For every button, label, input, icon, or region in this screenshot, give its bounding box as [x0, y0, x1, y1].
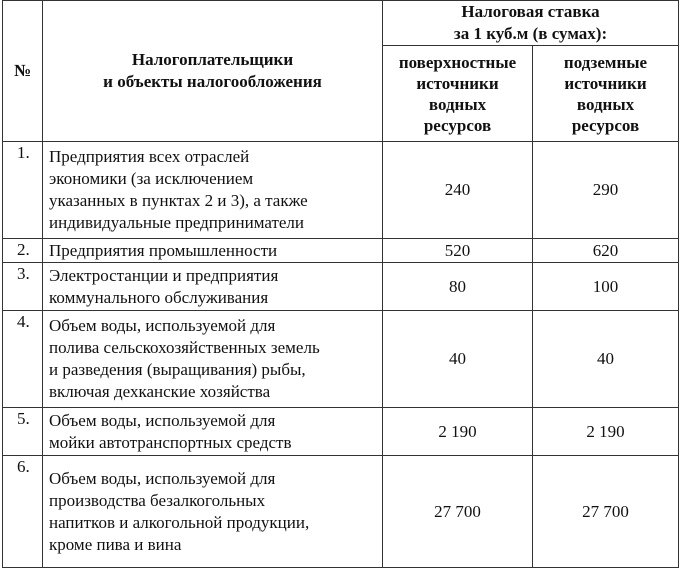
rate-underground: 40 — [533, 311, 679, 408]
row-description-line: экономики (за исключением — [49, 169, 254, 188]
header-surface-line: источники — [416, 73, 499, 93]
tax-rate-table — [2, 0, 679, 568]
row-number: 2. — [3, 239, 43, 263]
header-row-top — [3, 1, 679, 46]
row-description — [43, 142, 383, 239]
row-description — [43, 263, 383, 311]
table-row — [3, 239, 679, 263]
row-description-line: мойки автотранспортных средств — [49, 432, 292, 452]
header-underground-line: ресурсов — [571, 115, 640, 135]
row-number: 6. — [3, 456, 43, 568]
row-description — [43, 456, 383, 568]
row-description-line: Объем воды, используемой для — [49, 316, 276, 335]
row-description-line: Объем воды, используемой для — [49, 410, 276, 430]
table-row — [3, 456, 679, 568]
rate-surface: 40 — [383, 311, 533, 408]
rate-underground: 2 190 — [533, 408, 679, 456]
rate-surface: 520 — [383, 239, 533, 263]
row-description-line: Электростанции и предприятия — [49, 265, 279, 285]
row-description — [43, 311, 383, 408]
header-payers-line: и объекты налогообложения — [103, 72, 322, 91]
row-description-line: Объем воды, используемой для — [49, 468, 276, 488]
table-row — [3, 142, 679, 239]
rate-surface: 240 — [383, 142, 533, 239]
rate-underground: 100 — [533, 263, 679, 311]
rate-underground: 27 700 — [533, 456, 679, 568]
header-rate-line: Налоговая ставка — [461, 2, 600, 21]
header-payers — [43, 1, 383, 142]
row-description — [43, 239, 383, 263]
rate-surface: 80 — [383, 263, 533, 311]
row-number: 5. — [3, 408, 43, 456]
row-description-line: индивидуальные предприниматели — [49, 213, 304, 232]
header-surface-line: поверхностные — [398, 52, 517, 72]
row-description-line: коммунального обслуживания — [49, 287, 269, 307]
rate-surface: 27 700 — [383, 456, 533, 568]
row-description-line: напитков и алкогольной продукции, — [49, 512, 310, 532]
header-surface-line: ресурсов — [423, 115, 492, 135]
row-number: 3. — [3, 263, 43, 311]
row-number: 1. — [3, 142, 43, 239]
header-surface-line: водных — [428, 94, 487, 114]
row-description-line: Предприятия промышленности — [49, 240, 278, 260]
table-row — [3, 311, 679, 408]
rate-surface: 2 190 — [383, 408, 533, 456]
header-rate-line: за 1 куб.м (в сумах): — [453, 24, 608, 43]
row-description-line: включая дехканские хозяйства — [49, 382, 271, 401]
header-underground-line: подземные — [563, 52, 648, 72]
header-surface — [383, 46, 533, 142]
row-description-line: производства безалкогольных — [49, 490, 266, 510]
row-description-line: и разведения (выращивания) рыбы, — [49, 360, 306, 379]
header-underground-line: водных — [576, 94, 635, 114]
row-description-line: кроме пива и вина — [49, 534, 182, 554]
table-row — [3, 408, 679, 456]
header-number: № — [3, 1, 43, 142]
row-description-line: полива сельскохозяйственных земель — [49, 338, 320, 357]
row-description — [43, 408, 383, 456]
rate-underground: 290 — [533, 142, 679, 239]
table-row — [3, 263, 679, 311]
rate-underground: 620 — [533, 239, 679, 263]
header-underground — [533, 46, 679, 142]
header-rate — [383, 1, 679, 46]
row-description-line: указанных в пунктах 2 и 3), а также — [49, 191, 308, 210]
row-number: 4. — [3, 311, 43, 408]
header-payers-line: Налогоплательщики — [131, 50, 294, 69]
header-underground-line: источники — [564, 73, 647, 93]
row-description-line: Предприятия всех отраслей — [49, 147, 250, 166]
